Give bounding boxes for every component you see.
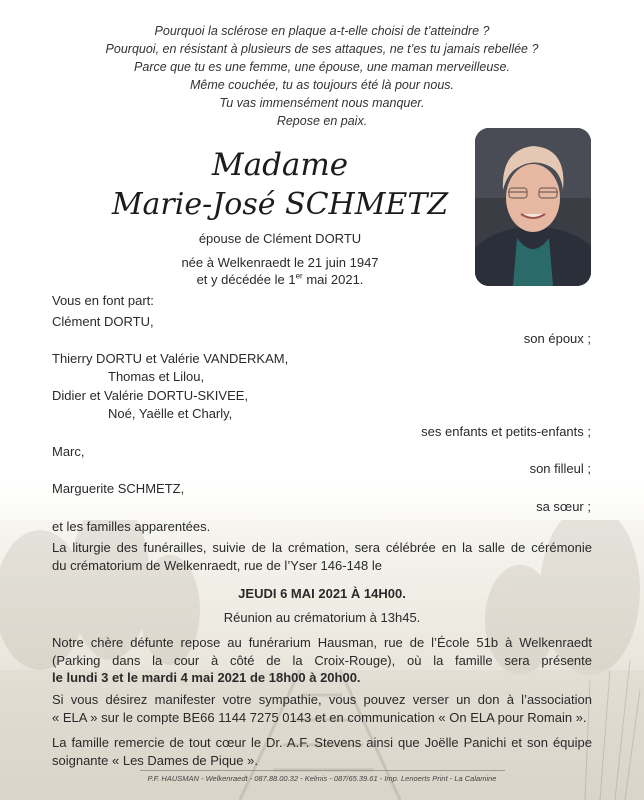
- spouse-line: épouse de Clément DORTU: [198, 231, 362, 246]
- death-suffix: mai 2021.: [302, 272, 364, 287]
- visitation-text: Notre chère défunte repose au funérarium Hausman, rue de l’École 51b à Welkenraedt: [52, 635, 592, 650]
- footer: P.F. HAUSMAN - Welkenraedt - 087.88.00.32 - Kelmis - 087/65.39.61 - Imp. Lenoerts Print - La Calamine: [147, 774, 497, 783]
- poem: [0, 22, 644, 130]
- poem-line: Même couchée, tu as toujours été là pour nous.: [189, 78, 455, 92]
- family-member: Thomas et Lilou,: [108, 369, 205, 384]
- honorific: Madame: [211, 147, 349, 183]
- family-member: Didier et Valérie DORTU-SKIVEE,: [52, 388, 249, 403]
- death-line: [60, 271, 500, 288]
- death-superscript: er: [295, 271, 303, 281]
- family-relation: son filleul ;: [529, 461, 591, 476]
- birth-death-info: [60, 254, 500, 288]
- family-relation: son époux ;: [523, 331, 591, 346]
- death-prefix: et y décédée le 1: [196, 272, 296, 287]
- donation-text: Si vous désirez manifester votre sympathie, vous pouvez verser un don à l’association: [52, 692, 592, 707]
- family-member: Noé, Yaëlle et Charly,: [108, 406, 233, 421]
- visitation-dates: le lundi 3 et le mardi 4 mai 2021 de 18h00 à 20h00.: [52, 670, 361, 685]
- family-member: Marc,: [52, 444, 85, 459]
- footer-divider: [140, 770, 505, 771]
- family-member: et les familles apparentées.: [52, 519, 211, 534]
- poem-line: Pourquoi, en résistant à plusieurs de ses attaques, ne t’es tu jamais rebellée ?: [105, 42, 539, 56]
- thanks-text: La famille remercie de tout cœur le Dr. A.F. Stevens ainsi que Joëlle Panichi et son équipe: [52, 735, 592, 750]
- poem-line: Parce que tu es une femme, une épouse, une maman merveilleuse.: [134, 60, 510, 74]
- family-intro: Vous en font part:: [52, 293, 154, 308]
- ceremony-date: JEUDI 6 MAI 2021 À 14H00.: [238, 586, 406, 601]
- donation-text: « ELA » sur le compte BE66 1144 7275 0143 et en communication « On ELA pour Romain ».: [52, 710, 587, 725]
- visitation-text: (Parking dans la cour à côté de la Croix-Rouge), où la famille sera présente: [52, 653, 592, 668]
- poem-line: Repose en paix.: [276, 114, 368, 128]
- portrait-photo: [475, 128, 591, 286]
- ceremony-text: du crématorium de Welkenraedt, rue de l’Yser 146-148 le: [52, 558, 382, 573]
- family-member: Clément DORTU,: [52, 314, 154, 329]
- family-member: Marguerite SCHMETZ,: [52, 481, 185, 496]
- family-member: Thierry DORTU et Valérie VANDERKAM,: [52, 351, 289, 366]
- meeting-info: Réunion au crématorium à 13h45.: [223, 610, 421, 625]
- ceremony-text: La liturgie des funérailles, suivie de la crémation, sera célébrée en la salle de cérémonie: [52, 540, 592, 555]
- poem-line: Tu vas immensément nous manquer.: [219, 96, 425, 110]
- deceased-title: [60, 145, 500, 225]
- deceased-name: Marie-José SCHMETZ: [111, 187, 449, 222]
- poem-line: Pourquoi la sclérose en plaque a-t-elle choisi de t’atteindre ?: [154, 24, 490, 38]
- family-relation: sa sœur ;: [536, 499, 591, 514]
- thanks-text: soignante « Les Dames de Pique ».: [52, 753, 258, 768]
- birth-line: née à Welkenraedt le 21 juin 1947: [181, 255, 379, 270]
- family-relation: ses enfants et petits-enfants ;: [421, 424, 591, 439]
